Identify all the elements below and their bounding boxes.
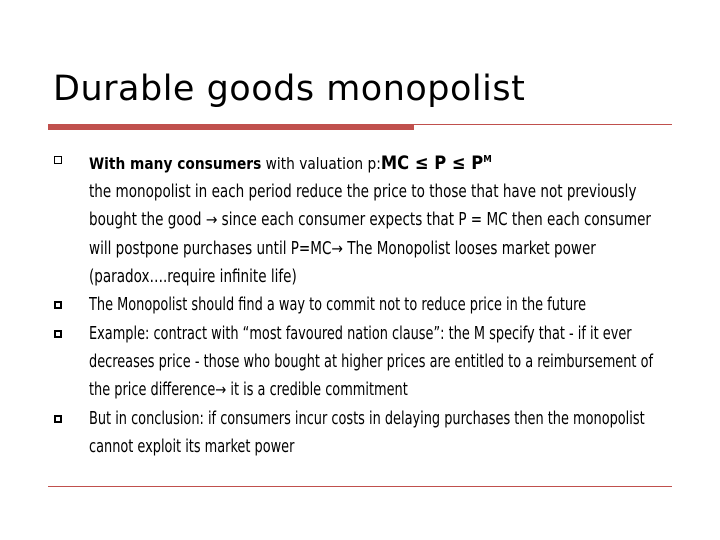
bullet-item xyxy=(50,405,680,462)
footer-divider xyxy=(48,486,672,487)
bullet-formula: MC ≤ P ≤ P xyxy=(380,151,484,174)
bullet-text xyxy=(89,320,663,405)
bullet-list xyxy=(50,146,680,461)
square-bullet-icon xyxy=(54,156,62,164)
bullet-text: But in conclusion: if consumers incur costs in delaying purchases then the monopolist cannot exploit its market power xyxy=(89,408,645,457)
arrow-right-icon: → xyxy=(205,210,218,230)
bullet-text: The Monopolist should find a way to commit not to reduce price in the future xyxy=(89,295,587,316)
formula-superscript: M xyxy=(483,154,492,165)
slide-title: Durable goods monopolist xyxy=(53,69,526,109)
square-bullet-icon xyxy=(54,415,62,423)
bullet-item xyxy=(50,146,680,291)
bullet-lead-bold: With many consumers xyxy=(89,153,262,173)
bullet-body: the monopolist in each period reduce the price to those that have not previously bought the good xyxy=(89,182,637,231)
bullet-body: Example: contract with “most favoured nation clause”: the M specify that - if it ever decreases price - those who bought at higher prices are entitled to a reimbursement of the price difference xyxy=(89,323,654,401)
bullet-lead: with valuation p: xyxy=(261,153,381,173)
title-divider-accent xyxy=(48,124,414,130)
bullet-item xyxy=(50,291,680,319)
bullet-text xyxy=(89,146,667,291)
arrow-right-icon: → xyxy=(215,380,227,400)
square-bullet-icon xyxy=(54,330,62,338)
bullet-body-2: it is a credible commitment xyxy=(226,380,408,401)
bullet-body-2: since each consumer expects that P = MC then each consumer will postpone purchases until P=MC xyxy=(89,210,651,259)
square-bullet-icon xyxy=(54,301,62,309)
bullet-body-3: The Monopolist looses market power (paradox….require infinite life) xyxy=(89,238,596,288)
bullet-item xyxy=(50,320,680,405)
arrow-right-icon: → xyxy=(331,238,343,258)
